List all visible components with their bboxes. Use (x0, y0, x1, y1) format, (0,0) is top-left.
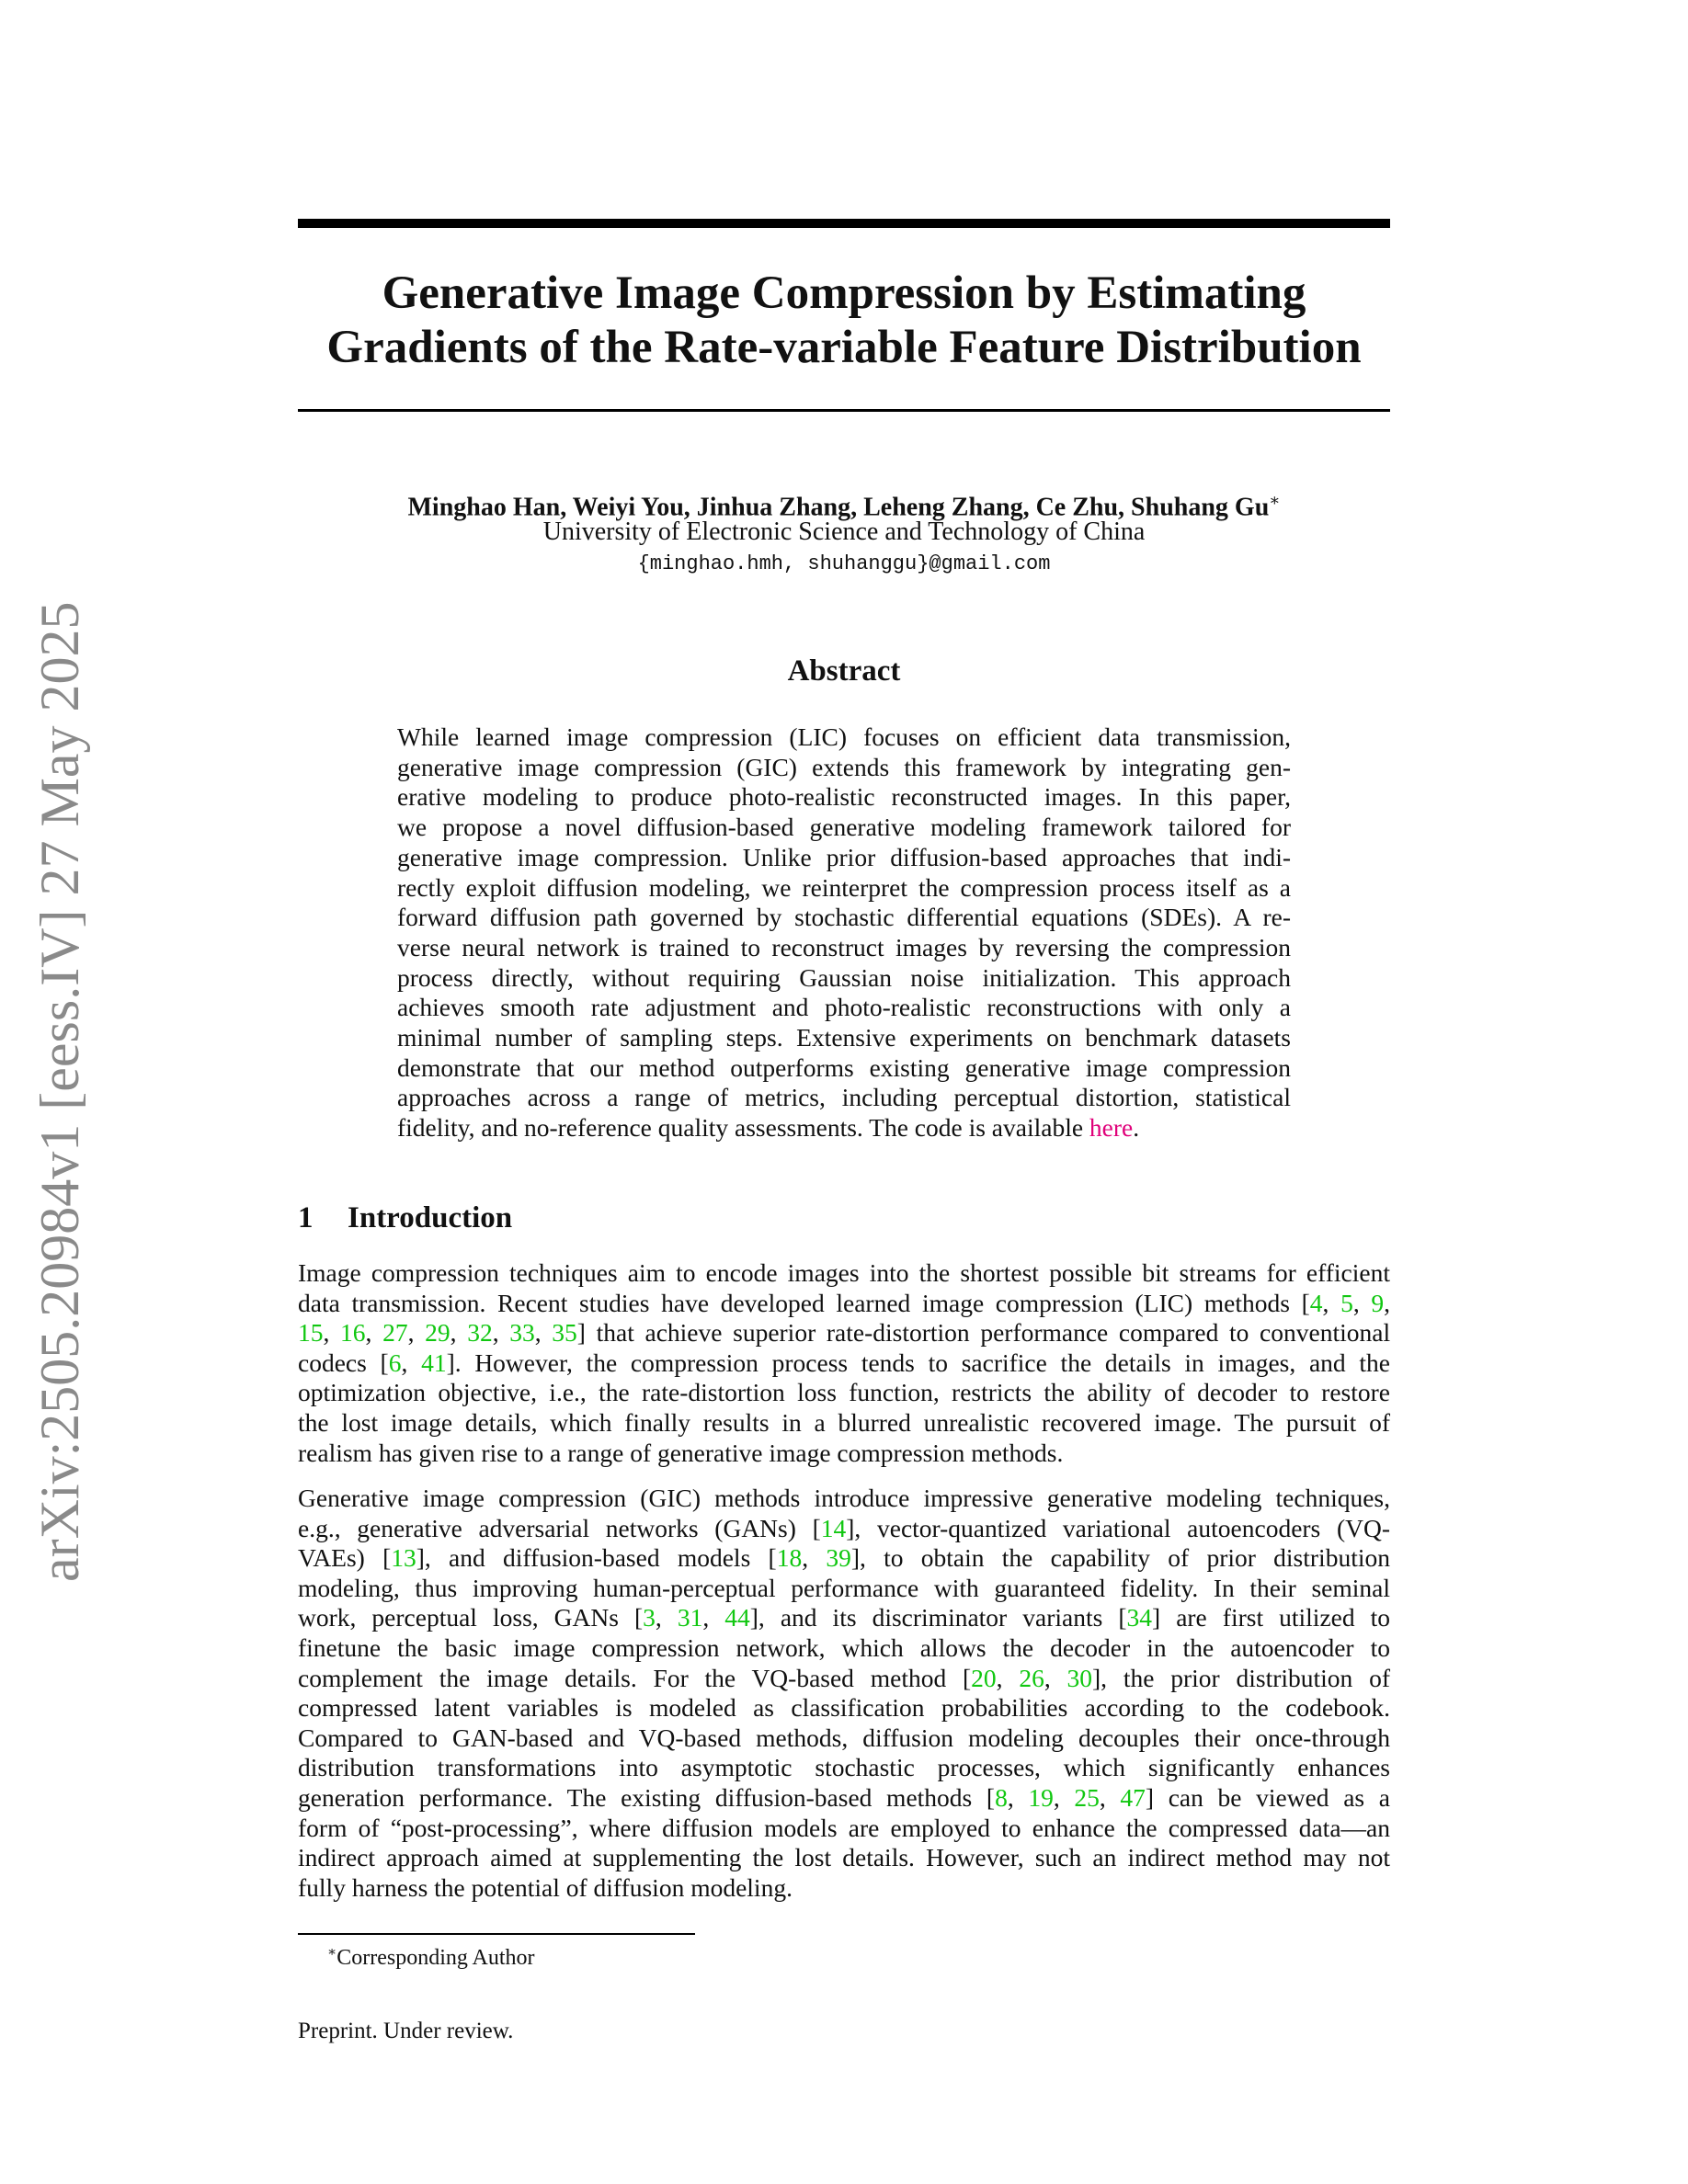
citation-link[interactable]: 41 (421, 1348, 447, 1377)
text-run: ], and its discriminator variants [ (749, 1603, 1127, 1632)
paragraph-line (298, 1289, 1390, 1319)
text-run: ], and diffusion-based models [ (416, 1543, 777, 1573)
section-number: 1 (298, 1201, 314, 1234)
paragraph-line (298, 1318, 1390, 1348)
text-run: , (1384, 1288, 1390, 1317)
text-run: , (1053, 1782, 1075, 1812)
text-run: Compared to GAN-based and VQ-based methods, diffusion modeling decouples their once-through (298, 1723, 1390, 1752)
paragraph-line (298, 1543, 1390, 1574)
author-names: Minghao Han, Weiyi You, Jinhua Zhang, Leheng Zhang, Ce Zhu, Shuhang Gu (407, 493, 1270, 522)
citation-link[interactable]: 39 (826, 1543, 851, 1573)
text-run: indirect approach aimed at supplementing the lost details. However, such an indirect method may not (298, 1843, 1390, 1872)
text-run: work, perceptual loss, GANs [ (298, 1603, 644, 1632)
text-run: ], to obtain the capability of prior distribution (850, 1543, 1390, 1573)
paragraph-line (298, 1873, 1390, 1904)
section-title: Introduction (348, 1201, 513, 1234)
text-run: distribution transformations into asymptotic stochastic processes, which significantly enhances (298, 1753, 1390, 1782)
footnote (327, 1938, 535, 1973)
abstract-line: generative image compression (GIC) extends this framework by integrating gen- (397, 752, 1291, 781)
text-run: ] that achieve superior rate-distortion performance compared to conventional (576, 1318, 1391, 1348)
abstract-line: verse neural network is trained to reconstruct images by reversing the compression (397, 932, 1291, 961)
footnote-mark: ∗ (327, 1945, 337, 1960)
text-run: , (450, 1318, 468, 1348)
text-run: , (407, 1318, 426, 1348)
citation-link[interactable]: 27 (382, 1318, 408, 1348)
paragraph-line (298, 1514, 1390, 1544)
citation-link[interactable]: 34 (1126, 1603, 1152, 1632)
text-run: complement the image details. For the VQ-based method [ (298, 1663, 972, 1692)
text-run: , (1044, 1663, 1067, 1692)
citation-link[interactable]: 29 (425, 1318, 451, 1348)
abstract-line: approaches across a range of metrics, including perceptual distortion, statistical (397, 1083, 1291, 1112)
text-run: , (492, 1318, 510, 1348)
abstract-line: While learned image compression (LIC) focuses on efficient data transmission, (397, 722, 1291, 751)
citation-link[interactable]: 15 (298, 1318, 324, 1348)
text-run: , (802, 1543, 827, 1573)
text-run: finetune the basic image compression network, which allows the decoder in the autoencoder to (298, 1632, 1390, 1662)
footnote-text: Corresponding Author (336, 1946, 535, 1970)
text-run: , (702, 1603, 725, 1632)
text-run: , (323, 1318, 341, 1348)
citation-link[interactable]: 33 (509, 1318, 535, 1348)
text-run: , (1322, 1288, 1341, 1317)
text-run: , (365, 1318, 383, 1348)
paragraph-line (298, 1843, 1390, 1873)
text-run: e.g., generative adversarial networks (GANs) [ (298, 1513, 821, 1542)
text-run: ]. However, the compression process tends to sacrifice the details in images, and the (446, 1348, 1391, 1377)
paragraph-line (298, 1633, 1390, 1664)
text-run: , (401, 1348, 422, 1377)
citation-link[interactable]: 6 (388, 1348, 402, 1377)
text-run: Image compression techniques aim to encode images into the shortest possible bit streams for efficient (298, 1258, 1390, 1287)
arxiv-identifier: arXiv:2505.20984v1 [eess.IV] 27 May 2025 (29, 601, 90, 1583)
citation-link[interactable]: 30 (1066, 1663, 1093, 1692)
code-link[interactable]: here (1089, 1113, 1134, 1143)
title-bottom-rule (298, 409, 1390, 412)
paragraph-line (298, 1814, 1390, 1844)
text-run: , (996, 1663, 1020, 1692)
preprint-note: Preprint. Under review. (298, 2019, 514, 2043)
corresponding-author-mark: ∗ (1269, 491, 1281, 509)
text-run: , (655, 1603, 678, 1632)
abstract-body (397, 722, 1291, 1143)
text-run: VAEs) [ (298, 1543, 392, 1573)
paragraph-line (298, 1723, 1390, 1754)
citation-link[interactable]: 44 (724, 1603, 750, 1632)
citation-link[interactable]: 14 (820, 1513, 847, 1542)
citation-link[interactable]: 16 (340, 1318, 366, 1348)
affiliation: University of Electronic Science and Technology of China (542, 518, 1146, 546)
paragraph-line (298, 1484, 1390, 1514)
citation-link[interactable]: 32 (467, 1318, 493, 1348)
paper-title-line-1: Generative Image Compression by Estimating (382, 267, 1306, 319)
paragraph-line (298, 1603, 1390, 1633)
abstract-line: process directly, without requiring Gaussian noise initialization. This approach (397, 962, 1291, 992)
footnote-rule (298, 1933, 695, 1935)
text-run: codecs [ (298, 1348, 389, 1377)
paragraph-line (298, 1348, 1390, 1379)
citation-link[interactable]: 4 (1309, 1288, 1323, 1317)
abstract-line: erative modeling to produce photo-realistic reconstructed images. In this paper, (397, 782, 1291, 812)
citation-link[interactable]: 19 (1028, 1782, 1054, 1812)
text-run: ], the prior distribution of (1092, 1663, 1390, 1692)
title-top-rule (298, 219, 1390, 228)
paper-title-line-2: Gradients of the Rate-variable Feature Distribution (326, 322, 1362, 373)
text-run: , (534, 1318, 553, 1348)
paragraph-line (298, 1783, 1390, 1814)
citation-link[interactable]: 8 (995, 1782, 1008, 1812)
citation-link[interactable]: 47 (1120, 1782, 1146, 1812)
citation-link[interactable]: 20 (971, 1663, 997, 1692)
abstract-line: minimal number of sampling steps. Extensive experiments on benchmark datasets (397, 1023, 1291, 1052)
paragraph-line (298, 1574, 1390, 1604)
text-run: , (1352, 1288, 1372, 1317)
intro-paragraph-2 (298, 1484, 1390, 1903)
text-run: fully harness the potential of diffusion modeling. (298, 1872, 793, 1902)
paragraph-line (298, 1378, 1390, 1408)
intro-paragraph-1 (298, 1258, 1390, 1468)
abstract-last-end: . (1133, 1113, 1140, 1143)
abstract-line: rectly exploit diffusion modeling, we reinterpret the compression process itself as a (397, 872, 1291, 902)
abstract-last-text: fidelity, and no-reference quality assessments. The code is available (397, 1113, 1089, 1143)
paragraph-line (298, 1408, 1390, 1439)
text-run: modeling, thus improving human-perceptual performance with guaranteed fidelity. In their seminal (298, 1573, 1390, 1602)
text-run: generation performance. The existing diffusion-based methods [ (298, 1782, 996, 1812)
citation-link[interactable]: 13 (391, 1543, 416, 1573)
text-run: Generative image compression (GIC) methods introduce impressive generative modeling techniques, (298, 1484, 1390, 1512)
abstract-heading: Abstract (787, 654, 901, 688)
text-run: , (1007, 1782, 1029, 1812)
abstract-line: demonstrate that our method outperforms existing generative image compression (397, 1052, 1291, 1082)
contact-email: {minghao.hmh, shuhanggu}@gmail.com (637, 552, 1051, 575)
text-run: realism has given rise to a range of generative image compression methods. (298, 1438, 1064, 1467)
citation-link[interactable]: 18 (776, 1543, 803, 1573)
citation-link[interactable]: 9 (1371, 1288, 1385, 1317)
text-run: the lost image details, which finally results in a blurred unrealistic recovered image. The pursuit of (298, 1407, 1390, 1437)
text-run: optimization objective, i.e., the rate-distortion loss function, restricts the ability of decoder to restore (298, 1378, 1390, 1407)
citation-link[interactable]: 31 (677, 1603, 703, 1632)
section-heading-introduction (298, 1200, 512, 1236)
abstract-last-line (397, 1113, 1291, 1143)
citation-link[interactable]: 25 (1074, 1782, 1100, 1812)
text-run: form of “post-processing”, where diffusion models are employed to enhance the compressed data—an (298, 1813, 1390, 1842)
citation-link[interactable]: 35 (552, 1318, 577, 1348)
paper-title (298, 267, 1390, 375)
paragraph-line (298, 1439, 1390, 1469)
abstract-line: we propose a novel diffusion-based generative modeling framework tailored for (397, 813, 1291, 842)
text-run: ] can be viewed as a (1145, 1782, 1390, 1812)
citation-link[interactable]: 26 (1019, 1663, 1044, 1692)
abstract-line: forward diffusion path governed by stochastic differential equations (SDEs). A re- (397, 903, 1291, 932)
paragraph-line (298, 1258, 1390, 1289)
text-run: , (1099, 1782, 1121, 1812)
citation-link[interactable]: 5 (1340, 1288, 1353, 1317)
text-run: data transmission. Recent studies have developed learned image compression (LIC) methods [ (298, 1288, 1310, 1317)
abstract-line: achieves smooth rate adjustment and photo-realistic reconstructions with only a (397, 993, 1291, 1022)
paragraph-line (298, 1693, 1390, 1723)
paragraph-line (298, 1664, 1390, 1694)
citation-link[interactable]: 3 (643, 1603, 656, 1632)
text-run: ], vector-quantized variational autoencoders (VQ- (846, 1513, 1390, 1542)
text-run: ] are first utilized to (1152, 1603, 1391, 1632)
abstract-line: generative image compression. Unlike prior diffusion-based approaches that indi- (397, 842, 1291, 871)
text-run: compressed latent variables is modeled as classification probabilities according to the codebook. (298, 1693, 1390, 1723)
paragraph-line (298, 1753, 1390, 1783)
